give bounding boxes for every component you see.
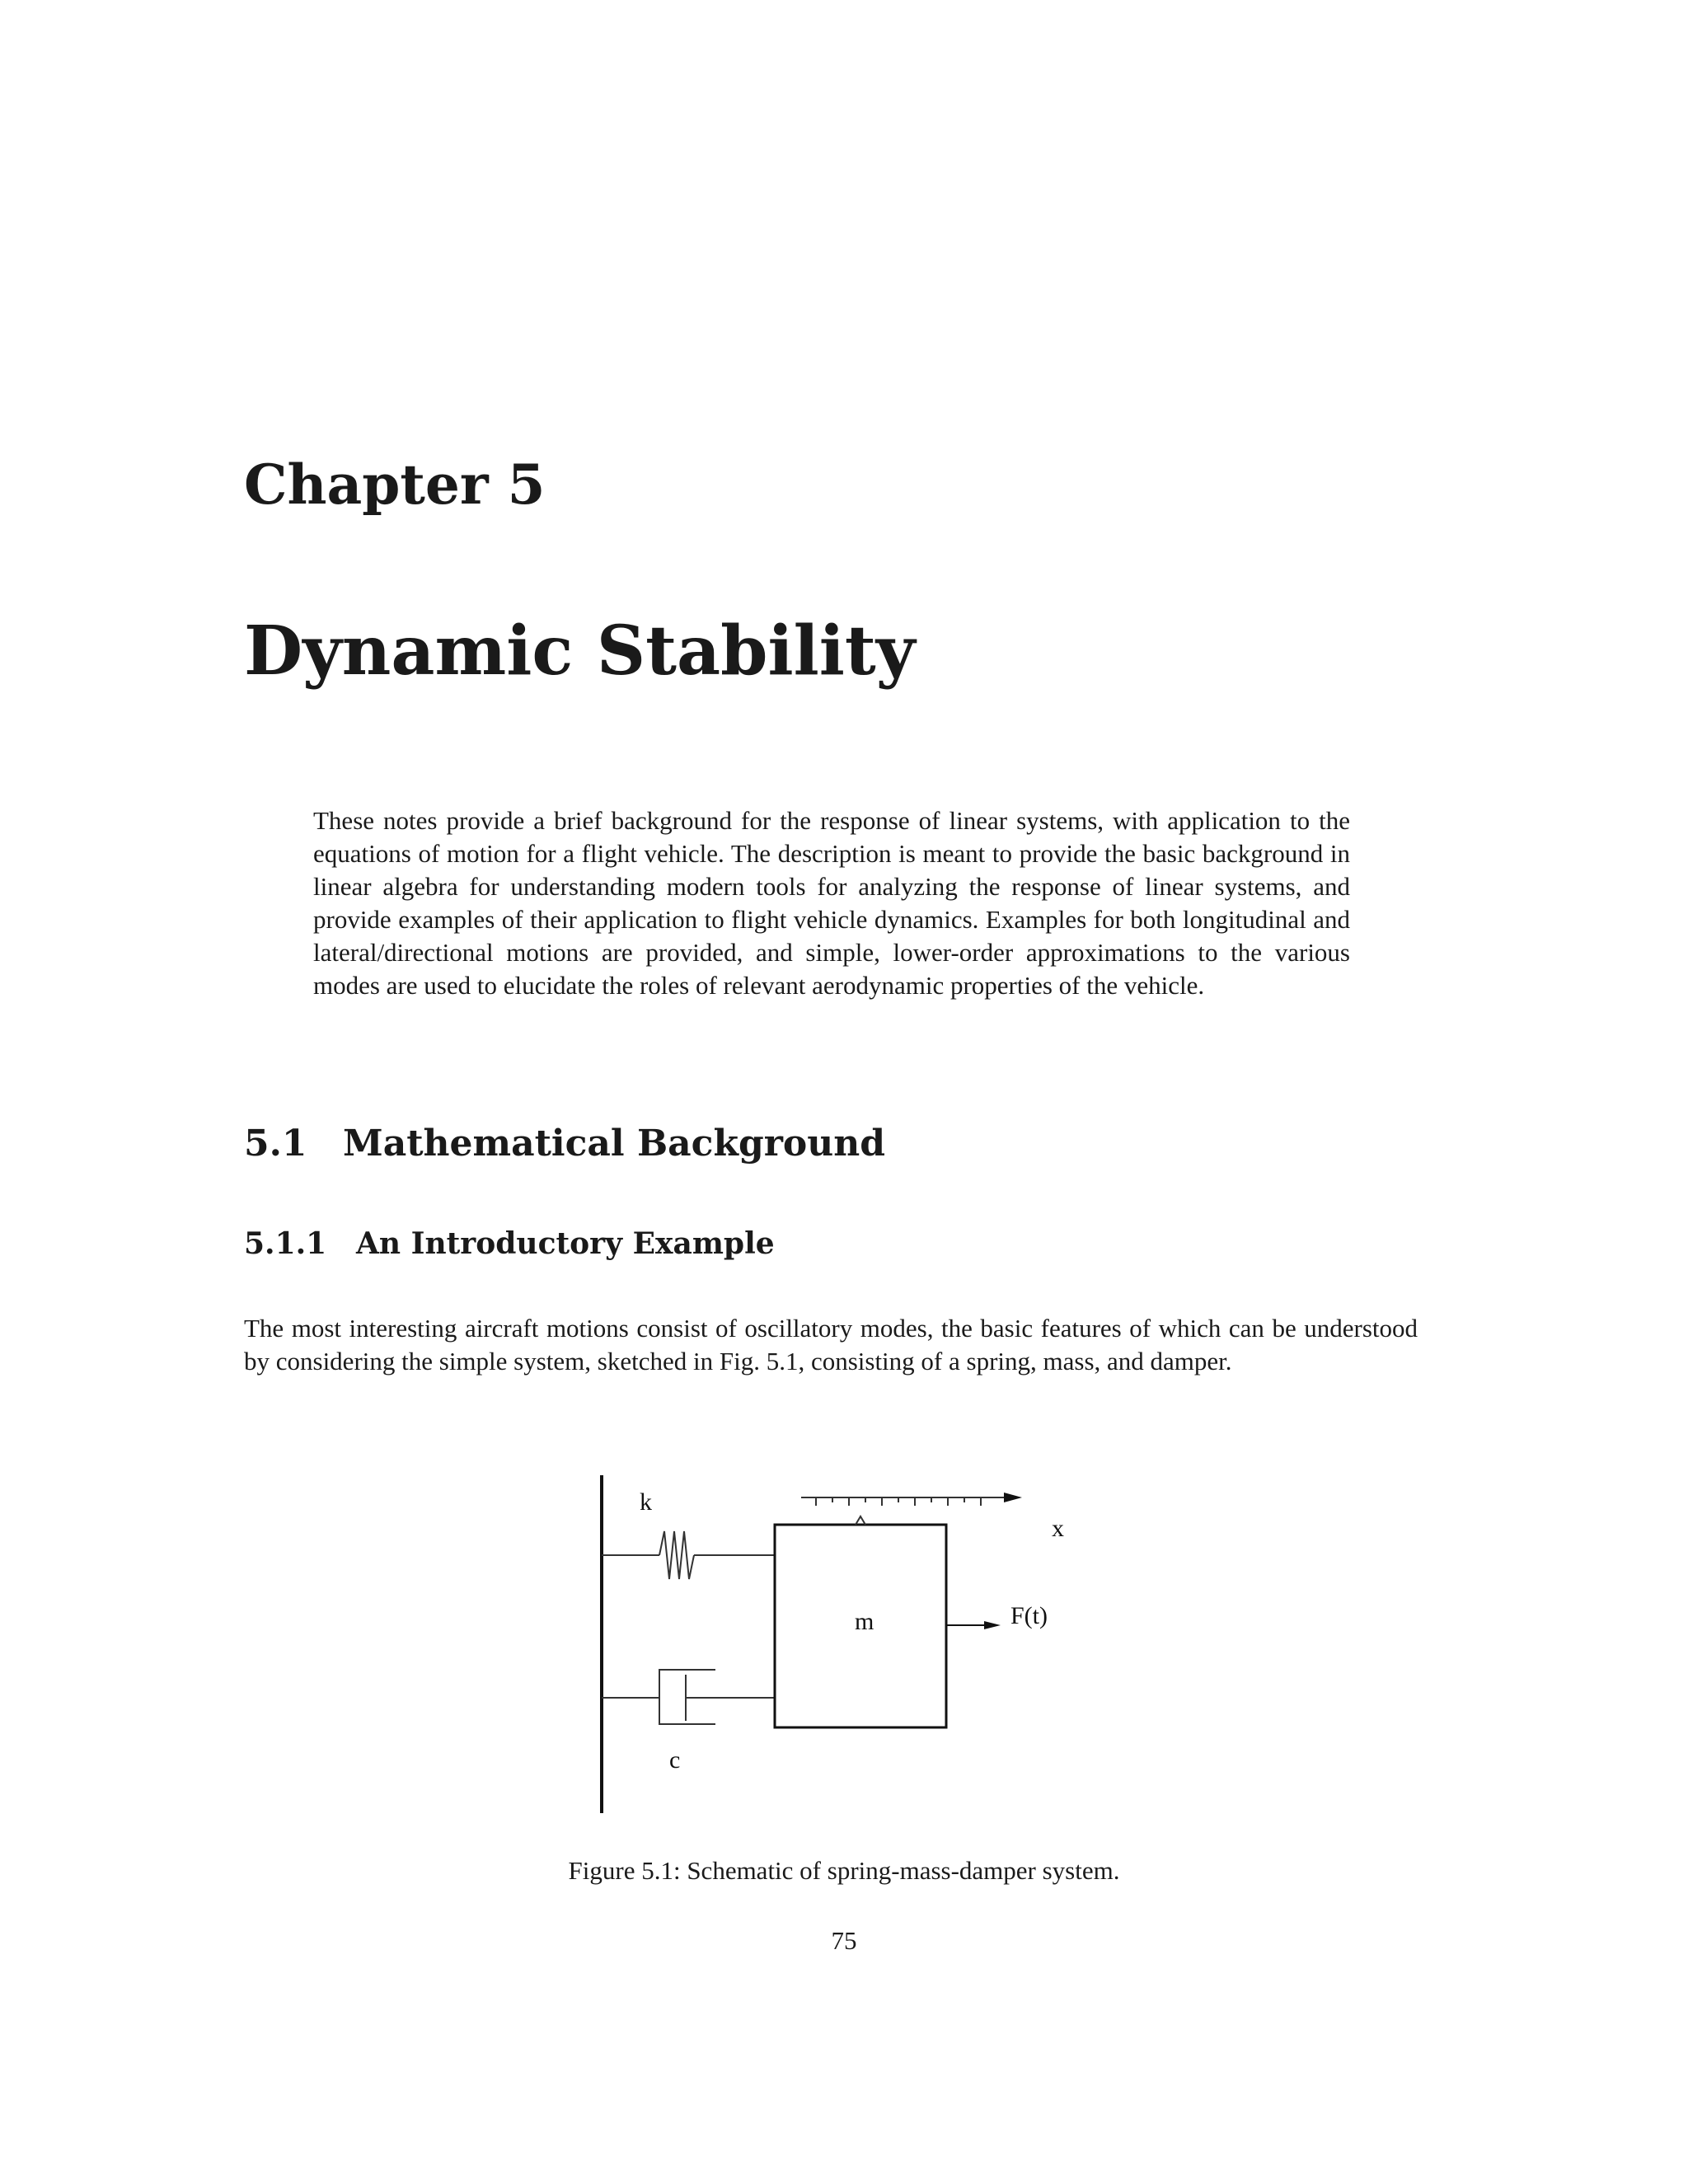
damper [602,1670,775,1724]
body-paragraph: The most interesting aircraft motions consist of oscillatory modes, the basic features of which can be understood by considering the simple system, sketched in Fig. 5.1, consisting of a spring, mass, and damper. [244,1314,1418,1376]
chapter-title: Dynamic Stability [244,612,916,691]
subsection-heading [244,1223,775,1264]
force-label: F(t) [1010,1602,1048,1629]
figure-caption: Figure 5.1: Schematic of spring-mass-damper system. [568,1856,1120,1885]
displacement-scale [801,1497,1004,1525]
damper-label: c [669,1746,681,1774]
section-number: 5.1 [244,1122,307,1165]
section-heading [244,1119,885,1169]
section-title: Mathematical Background [343,1122,885,1165]
spring-label: k [640,1488,652,1516]
displacement-arrowhead [1004,1493,1022,1502]
mass-label: m [855,1608,874,1635]
chapter-label: Chapter 5 [244,452,546,517]
spring-mass-damper-diagram [577,1459,1121,1838]
displacement-label: x [1052,1515,1064,1542]
spring [602,1531,775,1579]
force-arrowhead [984,1621,1001,1629]
spring-mass-damper-figure [577,1459,1121,1838]
page-number: 75 [831,1926,857,1955]
subsection-title: An Introductory Example [356,1226,775,1261]
subsection-number: 5.1.1 [244,1226,327,1261]
chapter-abstract: These notes provide a brief background for the response of linear systems, with application to the equations of motion for a flight vehicle. The description is meant to provide the basic background in linear algebra for understanding modern tools for analyzing the response of linear systems, and provide examples of their application to flight vehicle dynamics. Examples for both longitudinal and lateral/directional motions are provided, and simple, lower-order approximations to the various modes are used to elucidate the roles of relevant aerodynamic properties of the vehicle. [313,806,1350,1000]
